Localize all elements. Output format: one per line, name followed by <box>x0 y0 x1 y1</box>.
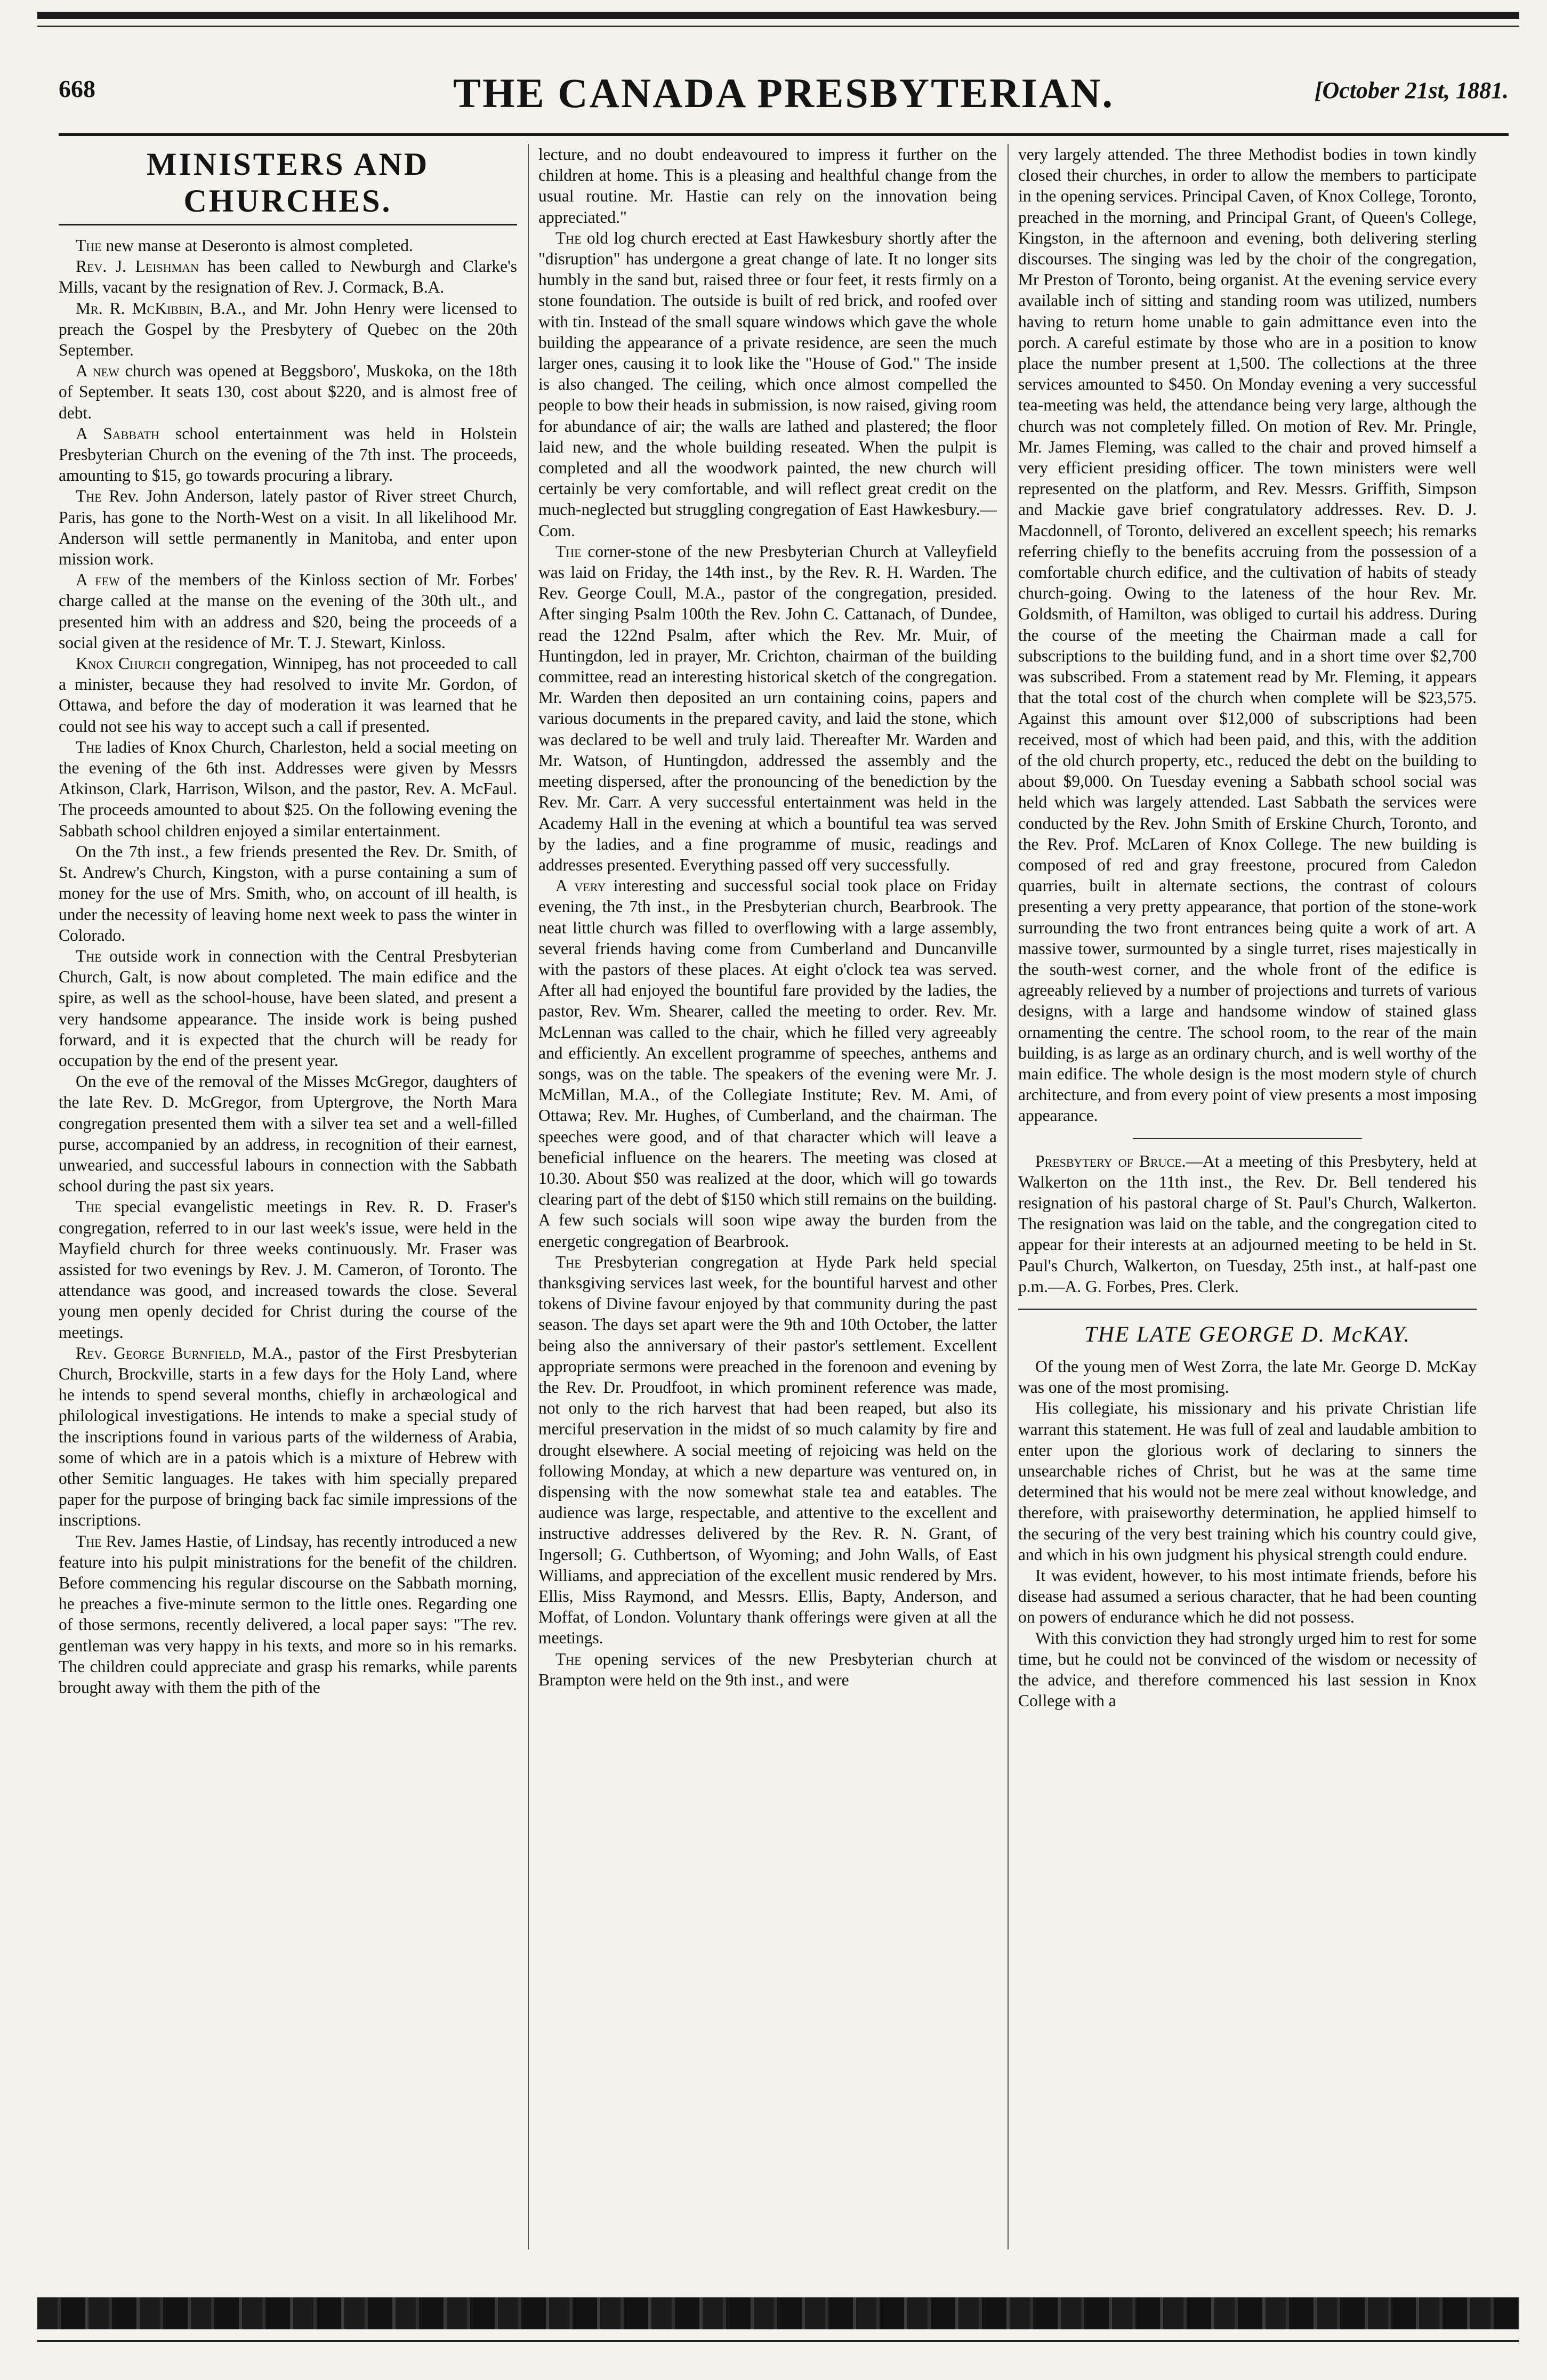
news-item: The Presbyterian congregation at Hyde Park held special thanksgiving services last week, for the bountiful harvest and other tokens of Divine favour enjoyed by that community during the past season. The days set apart were the 9th and 10th October, the latter being also the anniversary of their pastor's settlement. Excellent appropriate sermons were preached in the forenoon and evening by the Rev. Dr. Proudfoot, in which prominent reference was made, not only to the rich harvest that had been reaped, but also its merciful preservation in the midst of so much calamity by fire and drought elsewhere. A social meeting of rejoicing was held on the following Monday, at which a new departure was ventured on, in dispensing with the now somewhat stale tea and eatables. The audience was large, respectable, and attentive to the excellent and instructive addresses delivered by the Rev. R. N. Grant, of Ingersoll; G. Cuthbertson, of Wyoming; and John Walls, of East Williams, and appreciation of the excellent music rendered by Mrs. Ellis, Miss Raymond, and Messrs. Ellis, Bapty, Anderson, and Moffat, of London. Voluntary thank offerings were given at all the meetings. <box>538 1252 997 1648</box>
header-rule <box>59 133 1509 136</box>
column-1 <box>59 144 517 2255</box>
news-item: Rev. J. Leishman has been called to Newburgh and Clarke's Mills, vacant by the resignation of Rev. J. Cormack, B.A. <box>59 257 517 297</box>
article-paragraph: With this conviction they had strongly urged him to rest for some time, but he could not be convinced of the wisdom or necessity of the advice, and therefore commenced his last session in Knox College with a <box>1018 1628 1477 1711</box>
news-item: The outside work in connection with the Central Presbyterian Church, Galt, is now about completed. The main edifice and the spire, as well as the school-house, have been slated, and present a very handsome appearance. The inside work is being pushed forward, and it is expected that the church will be ready for occupation by the end of the present year. <box>59 946 517 1070</box>
page-header <box>59 69 1509 128</box>
page-number: 668 <box>59 75 95 102</box>
news-item: The corner-stone of the new Presbyterian Church at Valleyfield was laid on Friday, the 14th inst., by the Rev. R. H. Warden. The Rev. George Coull, M.A., pastor of the congregation, presided. After singing Psalm 100th the Rev. John C. Cattanach, of Dundee, read the 122nd Psalm, after which the Rev. Mr. Muir, of Huntingdon, led in prayer, Mr. Crichton, chairman of the building committee, read an interesting historical sketch of the congregation. Mr. Warden then deposited an urn containing coins, papers and various documents in the prepared cavity, and laid the stone, which was declared to be well and truly laid. Thereafter Mr. Warden and Mr. Watson, of Huntingdon, addressed the assembly and the meeting dispersed, after the pronouncing of the benediction by the Rev. Mr. Carr. A very successful entertainment was held in the Academy Hall in the evening at which a bountiful tea was served by the ladies, and a fine programme of music, readings and addresses presented. Everything passed off very successfully. <box>538 542 997 874</box>
bottom-border-line <box>37 2340 1519 2342</box>
news-item: The special evangelistic meetings in Rev. R. D. Fraser's congregation, referred to in our last week's issue, were held in the Mayfield church for three weeks continuously. Mr. Fraser was assisted for two evenings by Rev. J. M. Cameron, of Toronto. The attendance was good, and increased towards the close. Several young men openly decided for Christ during the course of the meetings. <box>59 1197 517 1342</box>
news-item: A Sabbath school entertainment was held in Holstein Presbyterian Church on the evening of the 7th inst. The proceeds, amounting to $15, go towards procuring a library. <box>59 424 517 485</box>
masthead-title: THE CANADA PRESBYTERIAN. <box>453 70 1115 116</box>
news-item: On the eve of the removal of the Misses McGregor, daughters of the late Rev. D. McGregor, from Uptergrove, the North Mara congregation presented them with a silver tea set and a well-filled purse, accompanied by an address, in recognition of their earnest, unwearied, and successful labours in connection with the Sabbath school during the past six years. <box>59 1072 517 1196</box>
top-border-line <box>37 26 1519 27</box>
article-paragraph: Of the young men of West Zorra, the late Mr. George D. McKay was one of the most promising. <box>1018 1357 1477 1397</box>
news-item: On the 7th inst., a few friends presented the Rev. Dr. Smith, of St. Andrew's Church, Kingston, with a purse containing a sum of money for the use of Mrs. Smith, who, on account of ill health, is under the necessity of leaving home next week to pass the winter in Colorado. <box>59 842 517 945</box>
article-rule <box>1018 1309 1477 1310</box>
column-3 <box>1018 144 1477 2255</box>
news-item: The old log church erected at East Hawkesbury shortly after the "disruption" has undergone a great change of late. It no longer sits humbly in the sand but, raised three or four feet, it rests firmly on a stone foundation. The outside is built of red brick, and roofed over with tin. Instead of the small square windows which gave the whole building the appearance of a private residence, are seen the much larger ones, causing it to look like the "House of God." The inside is also changed. The ceiling, which once almost compelled the people to bow their heads in submission, is now raised, giving room for abundance of air; the walls are lathed and plastered; the floor laid new, and the whole building reseated. When the pulpit is completed and all the woodwork painted, the new church will certainly be very comfortable, and will reflect great credit on the much-neglected but struggling congregation of East Hawkesbury.—Com. <box>538 228 997 540</box>
section-rule <box>59 224 517 225</box>
article-title: THE LATE GEORGE D. McKAY. <box>1084 1322 1411 1347</box>
news-item: Presbytery of Bruce.—At a meeting of this Presbytery, held at Walkerton on the 11th inst., the Rev. Dr. Bell tendered his resignation of his pastoral charge of St. Paul's Church, Walkerton. The resignation was laid on the table, and the congregation cited to appear for their interests at an adjourned meeting to be held in St. Paul's Church, Walkerton, on Tuesday, 25th inst., at half-past one p.m.—A. G. Forbes, Pres. Clerk. <box>1018 1151 1477 1296</box>
news-item: Rev. George Burnfield, M.A., pastor of the First Presbyterian Church, Brockville, starts in a few days for the Holy Land, where he intends to spend several months, chiefly in archæological and philological investigations. He intends to make a special study of the inscriptions found in various parts of the wilderness of Arabia, some of which are in a patois which is a mixture of Hebrew with other Semitic languages. He takes with him specially prepared paper for the purpose of bringing back fac simile impressions of the inscriptions. <box>59 1343 517 1530</box>
news-item: A new church was opened at Beggsboro', Muskoka, on the 18th of September. It seats 130, cost about $220, and is almost free of debt. <box>59 361 517 422</box>
column-divider <box>1008 144 1009 2249</box>
news-item: lecture, and no doubt endeavoured to impress it further on the children at home. This is a pleasing and healthful change from the usual routine. Mr. Hastie can rely on the innovation being appreciated." <box>538 145 997 227</box>
article-paragraph: It was evident, however, to his most intimate friends, before his disease had assumed a serious character, that he had been counting on powers of endurance which he did not possess. <box>1018 1566 1477 1627</box>
news-item: The opening services of the new Presbyterian church at Brampton were held on the 9th inst., and were <box>538 1649 997 1689</box>
column-2 <box>538 144 997 2255</box>
news-item: Mr. R. McKibbin, B.A., and Mr. John Henry were licensed to preach the Gospel by the Presbytery of Quebec on the 20th September. <box>59 298 517 360</box>
issue-date: [October 21st, 1881. <box>1314 77 1509 103</box>
section-heading: MINISTERS AND CHURCHES. <box>146 147 430 219</box>
item-divider <box>1133 1138 1362 1139</box>
news-item: The Rev. James Hastie, of Lindsay, has recently introduced a new feature into his pulpit ministrations for the benefit of the children. Before commencing his regular discourse on the Sabbath morning, he preaches a five-minute sermon to the little ones. Regarding one of those sermons, recently delivered, a local paper says: "The rev. gentleman was very happy in his texts, and more so in his remarks. The children could appreciate and grasp his remarks, while parents brought away with them the pith of the <box>59 1531 517 1697</box>
news-item: The Rev. John Anderson, lately pastor of River street Church, Paris, has gone to the North-West on a visit. In all likelihood Mr. Anderson will settle permanently in Manitoba, and enter upon mission work. <box>59 487 517 569</box>
news-item: The ladies of Knox Church, Charleston, held a social meeting on the evening of the 6th inst. Addresses were given by Messrs Atkinson, Clark, Harrison, Wilson, and the pastor, Rev. A. McFaul. The proceeds amounted to about $25. On the following evening the Sabbath school children enjoyed a similar entertainment. <box>59 737 517 840</box>
news-item: Knox Church congregation, Winnipeg, has not proceeded to call a minister, because they had resolved to invite Mr. Gordon, of Ottawa, and before the day of moderation it was learned that he could not see his way to accept such a call if presented. <box>59 654 517 736</box>
news-item: The new manse at Deseronto is almost completed. <box>76 236 413 255</box>
column-divider <box>528 144 529 2249</box>
top-border-bar <box>37 12 1519 19</box>
news-item: A few of the members of the Kinloss section of Mr. Forbes' charge called at the manse on the evening of the 30th ult., and presented him with an address and $20, being the proceeds of a social given at the residence of Mr. T. J. Stewart, Kinloss. <box>59 570 517 652</box>
news-item: A very interesting and successful social took place on Friday evening, the 7th inst., in the Presbyterian church, Bearbrook. The neat little church was filled to overflowing with a large assembly, several friends having come from Cumberland and Duncanville with the pastors of these places. At eight o'clock tea was served. After all had enjoyed the bountiful fare provided by the ladies, the pastor, Rev. Wm. Shearer, called the meeting to order. Rev. Mr. McLennan was called to the chair, which he filled very agreeably and efficiently. An excellent programme of speeches, anthems and songs, was on the table. The speakers of the evening were Mr. J. McMillan, M.A., of the Collegiate Institute; Rev. M. Ami, of Ottawa; Rev. Mr. Hughes, of Cumberland, and the chairman. The speeches were good, and of that character which will leave a beneficial influence on the hearers. The meeting was closed at 10.30. About $50 was realized at the door, which will go towards clearing part of the debt of $150 which still remains on the building. A few such socials will soon wipe away the burden from the energetic congregation of Bearbrook. <box>538 876 997 1250</box>
article-paragraph: His collegiate, his missionary and his private Christian life warrant this statement. He was full of zeal and laudable ambition to enter upon the glorious work of declaring to sinners the unsearchable riches of Christ, but he was at the same time determined that his would not be mere zeal without knowledge, and therefore, with praiseworthy determination, he applied himself to the securing of the very best training which his country could give, and which in his own judgment his physical strength could endure. <box>1018 1399 1477 1564</box>
bottom-border-band <box>37 2297 1519 2329</box>
news-item: very largely attended. The three Methodist bodies in town kindly closed their churches, in order to allow the members to participate in the opening services. Principal Caven, of Knox College, Toronto, preached in the morning, and Principal Grant, of Queen's College, Kingston, in the afternoon and evening, both delivering sterling discourses. The singing was led by the choir of the congregation, Mr Preston of Toronto, being organist. At the evening service every available inch of sitting and standing room was utilized, numbers having to return home unable to gain admittance even into the porch. A careful estimate by those who are in a position to know place the number present at 1,500. The collections at the three services amounted to $450. On Monday evening a very successful tea-meeting was held, the attendance being very large, although the church was not completely filled. On motion of Rev. Mr. Pringle, Mr. James Fleming, was called to the chair and proved himself a very efficient presiding officer. The town ministers were well represented on the platform, and Rev. Messrs. Griffith, Simpson and Mackie gave brief congratulatory addresses. Rev. D. J. Macdonnell, of Toronto, delivered an excellent speech; his remarks referring chiefly to the benefits accruing from the possession of a comfortable church edifice, and the cultivation of habits of steady church-going. Owing to the lateness of the hour Rev. Mr. Goldsmith, of Hamilton, was obliged to curtail his address. During the course of the meeting the Chairman made a call for subscriptions to the building fund, and in a short time over $2,700 was subscribed. From a statement read by Mr. Fleming, it appears that the total cost of the church when complete will be $23,575. Against this amount over $12,000 of subscriptions had been received, most of which had been paid, and this, with the addition of the old church property, etc., reduced the debt on the building to about $9,000. On Tuesday evening a Sabbath school social was held which was largely attended. Last Sabbath the services were conducted by the Rev. John Smith of Erskine Church, Toronto, and the Rev. Prof. McLaren of Knox College. The new building is composed of red and gray freestone, procured from Caledon quarries, built in alternate sections, the contrast of colours presenting a very pretty appearance, that portion of the stone-work surrounding the two front entrances being quite a work of art. A massive tower, surmounted by a single turret, rises majestically in the south-west corner, and the whole front of the edifice is agreeably relieved by a number of projections and turrets of various designs, with a large and handsome window of stained glass ornamenting the centre. The school room, to the rear of the main building, is as large as an ordinary church, and is well worthy of the main edifice. The whole design is the most modern style of church architecture, and from every point of view presents a most imposing appearance. <box>1018 145 1477 1125</box>
